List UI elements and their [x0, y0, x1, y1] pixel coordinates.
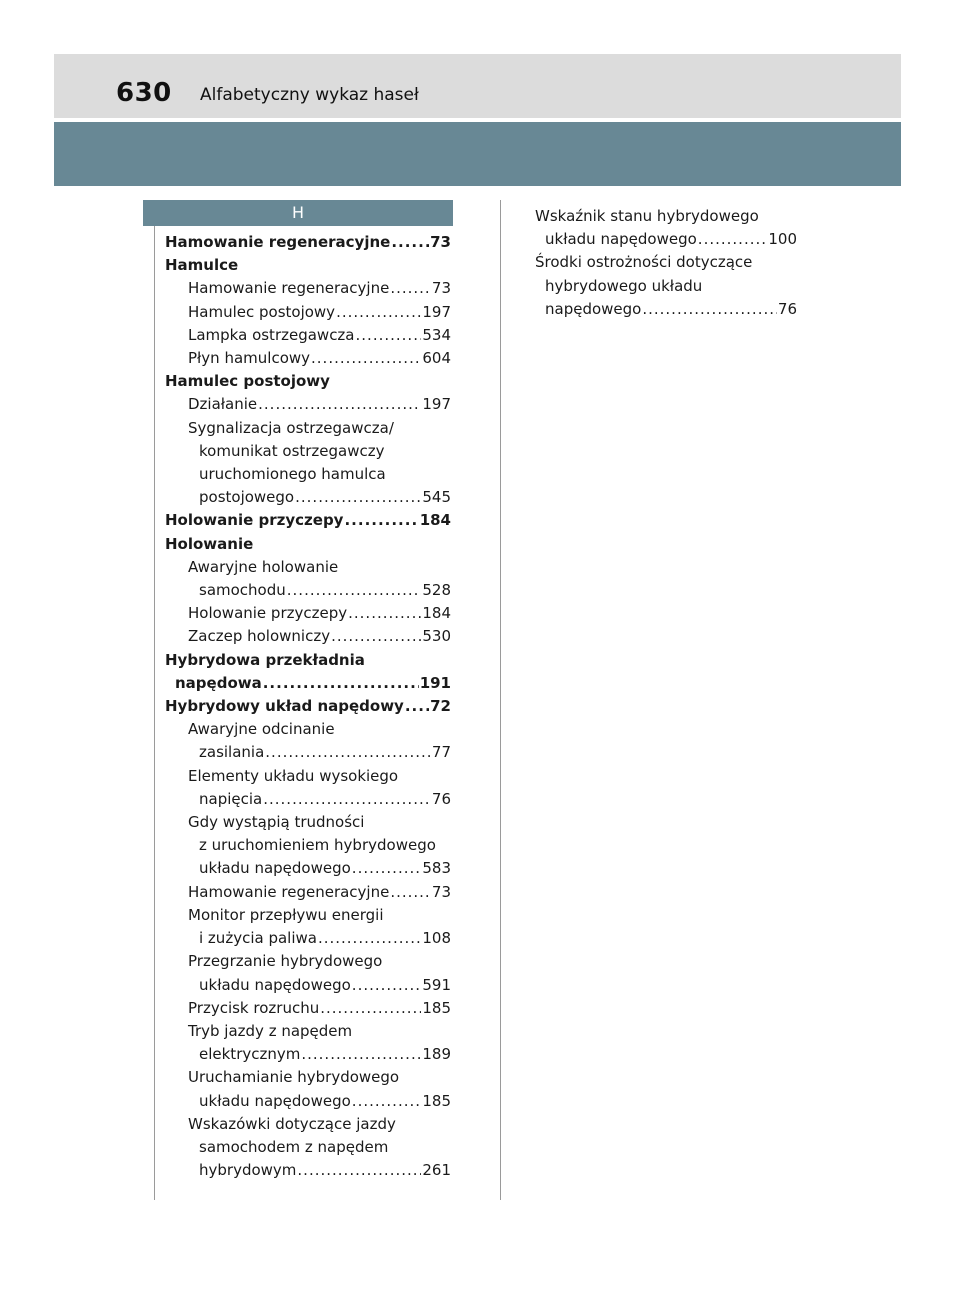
index-subentry: Lampka ostrzegawcza ..... 534 [165, 324, 451, 347]
index-subentry-line: Tryb jazdy z napędem [188, 1021, 353, 1040]
index-entry-line: Wskaźnik stanu hybrydowego [535, 207, 759, 225]
index-subentry: układu napędowego ..... 185 [165, 1090, 451, 1113]
right-column-rule [500, 200, 501, 1200]
index-entry: Holowanie przyczepy ..... 184 [165, 509, 451, 532]
page-number: 630 [116, 78, 172, 108]
index-subentry: Przycisk rozruchu ..... 185 [165, 997, 451, 1020]
index-subentry: układu napędowego ..... 583 [165, 857, 451, 880]
header-band [54, 54, 901, 118]
index-heading: Hybrydowa przekładnia [165, 650, 365, 669]
chapter-band [54, 122, 901, 186]
index-subentry-line: Wskazówki dotyczące jazdy [188, 1114, 396, 1133]
index-subentry: samochodu ..... 528 [165, 579, 451, 602]
page-title: Alfabetyczny wykaz haseł [200, 85, 419, 105]
section-letter-tab: H [143, 200, 453, 226]
index-heading: Hamulce [165, 256, 239, 275]
index-subentry: postojowego ..... 545 [165, 486, 451, 509]
index-subentry-line: samochodem z napędem [199, 1137, 389, 1156]
index-subentry-line: Sygnalizacja ostrzegawcza/ [188, 418, 394, 437]
index-entry: napędowego ..... 76 [535, 298, 797, 321]
index-subentry: Hamulec postojowy ..... 197 [165, 301, 451, 324]
left-column-rule [154, 226, 155, 1200]
index-subentry: Holowanie przyczepy ..... 184 [165, 602, 451, 625]
index-subentry-line: z uruchomieniem hybrydowego [199, 836, 436, 855]
index-subentry-line: Gdy wystąpią trudności [188, 813, 365, 832]
index-subentry: Zaczep holowniczy ..... 530 [165, 625, 451, 648]
index-subentry-line: Przegrzanie hybrydowego [188, 952, 383, 971]
index-subentry: Hamowanie regeneracyjne ..... 73 [165, 881, 451, 904]
index-subentry: hybrydowym ..... 261 [165, 1159, 451, 1182]
index-subentry-line: uruchomionego hamulca [199, 465, 386, 484]
index-subentry-line: komunikat ostrzegawczy [199, 441, 385, 460]
index-entry-line: hybrydowego układu [545, 276, 703, 295]
index-subentry: napięcia ..... 76 [165, 788, 451, 811]
index-entry-line: Środki ostrożności dotyczące [535, 253, 753, 272]
index-subentry: i zużycia paliwa ..... 108 [165, 927, 451, 950]
index-entry: napędowa ..... 191 [165, 672, 451, 695]
index-column-right [535, 205, 797, 321]
index-subentry: Płyn hamulcowy ..... 604 [165, 347, 451, 370]
index-subentry: Hamowanie regeneracyjne ..... 73 [165, 277, 451, 300]
index-subentry: Działanie ..... 197 [165, 393, 451, 416]
index-subentry-line: Uruchamianie hybrydowego [188, 1068, 400, 1087]
index-subentry: elektrycznym ..... 189 [165, 1043, 451, 1066]
index-subentry: układu napędowego ..... 591 [165, 974, 451, 997]
index-subentry-line: Elementy układu wysokiego [188, 766, 399, 785]
index-entry: Hybrydowy układ napędowy ..... 72 [165, 695, 451, 718]
index-heading: Holowanie [165, 534, 254, 553]
index-subentry: zasilania ..... 77 [165, 741, 451, 764]
index-subentry-line: Monitor przepływu energii [188, 905, 384, 924]
index-column-left [165, 231, 451, 1182]
index-entry: Hamowanie regeneracyjne ..... 73 [165, 231, 451, 254]
index-subentry-line: Awaryjne holowanie [188, 557, 339, 576]
index-entry: układu napędowego ..... 100 [535, 228, 797, 251]
index-subentry-line: Awaryjne odcinanie [188, 720, 335, 739]
index-heading: Hamulec postojowy [165, 372, 330, 391]
